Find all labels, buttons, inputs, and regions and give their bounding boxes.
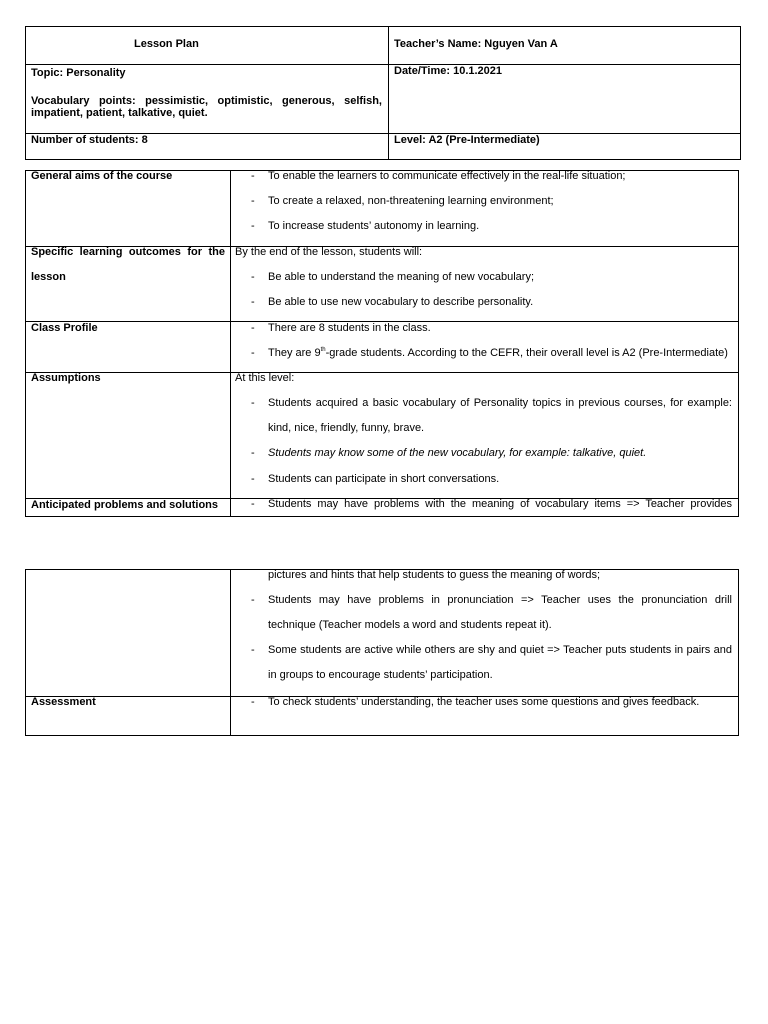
list-item: To create a relaxed, non-threatening learning environment;	[268, 195, 554, 207]
list-item: Students may have problems in pronunciation => Teacher uses the pronunciation drill	[268, 594, 732, 606]
bullet-dash: -	[251, 397, 255, 409]
list-item-cont: in groups to encourage students’ participation.	[268, 669, 493, 681]
bullet-dash: -	[251, 696, 255, 708]
general-aims-label: General aims of the course	[31, 170, 173, 182]
list-item-cont: technique (Teacher models a word and students repeat it).	[268, 619, 552, 631]
assessment-label: Assessment	[31, 696, 96, 708]
grade-superscript: th	[320, 347, 326, 353]
bullet-dash: -	[251, 498, 255, 510]
bullet-dash: -	[251, 271, 255, 283]
bullet-dash: -	[251, 347, 255, 359]
list-item-cont: kind, nice, friendly, funny, brave.	[268, 422, 425, 434]
assumptions-intro: At this level:	[235, 372, 295, 384]
bullet-dash: -	[251, 296, 255, 308]
bullet-dash: -	[251, 170, 255, 182]
level: Level: A2 (Pre-Intermediate)	[394, 134, 540, 146]
topic: Topic: Personality	[31, 67, 126, 79]
bullet-dash: -	[251, 220, 255, 232]
outcomes-intro: By the end of the lesson, students will:	[235, 246, 423, 258]
class-profile-label: Class Profile	[31, 322, 98, 334]
grade-text-cont: -grade students. According to the CEFR, their overall level is A2 (Pre-Intermediate)	[325, 347, 728, 359]
list-item: Students may know some of the new vocabulary, for example: talkative, quiet.	[268, 447, 647, 459]
bullet-dash: -	[251, 322, 255, 334]
bullet-dash: -	[251, 644, 255, 656]
list-item: Students can participate in short conversations.	[268, 473, 500, 485]
bullet-dash: -	[251, 594, 255, 606]
date-time: Date/Time: 10.1.2021	[394, 65, 503, 77]
number-of-students: Number of students: 8	[31, 134, 148, 146]
bullet-dash: -	[251, 473, 255, 485]
teacher-name: Teacher’s Name: Nguyen Van A	[394, 38, 558, 50]
grade-text: They are 9	[268, 347, 321, 359]
lesson-plan-title: Lesson Plan	[134, 38, 199, 50]
vocabulary-points: Vocabulary points: pessimistic, optimistic, generous, selfish,	[31, 95, 382, 107]
list-item: To increase students’ autonomy in learning.	[268, 220, 480, 232]
list-item	[268, 347, 728, 360]
bullet-dash: -	[251, 447, 255, 459]
outcomes-label: Specific learning outcomes for the	[31, 246, 225, 258]
list-item: To enable the learners to communicate effectively in the real-life situation;	[268, 170, 626, 182]
list-item: There are 8 students in the class.	[268, 322, 431, 334]
list-item: Some students are active while others are shy and quiet => Teacher puts students in pairs and	[268, 644, 732, 656]
vocabulary-points-cont: impatient, patient, talkative, quiet.	[31, 107, 208, 119]
outcomes-label-cont: lesson	[31, 271, 66, 283]
list-item: Be able to use new vocabulary to describe personality.	[268, 296, 534, 308]
bullet-dash: -	[251, 195, 255, 207]
assumptions-label: Assumptions	[31, 372, 101, 384]
list-item: Students may have problems with the meaning of vocabulary items => Teacher provides	[268, 498, 732, 510]
list-item-cont: pictures and hints that help students to guess the meaning of words;	[268, 569, 601, 581]
list-item: To check students’ understanding, the teacher uses some questions and gives feedback.	[268, 696, 700, 708]
list-item: Students acquired a basic vocabulary of Personality topics in previous courses, for example:	[268, 397, 732, 409]
list-item: Be able to understand the meaning of new vocabulary;	[268, 271, 535, 283]
problems-label: Anticipated problems and solutions	[31, 499, 219, 511]
